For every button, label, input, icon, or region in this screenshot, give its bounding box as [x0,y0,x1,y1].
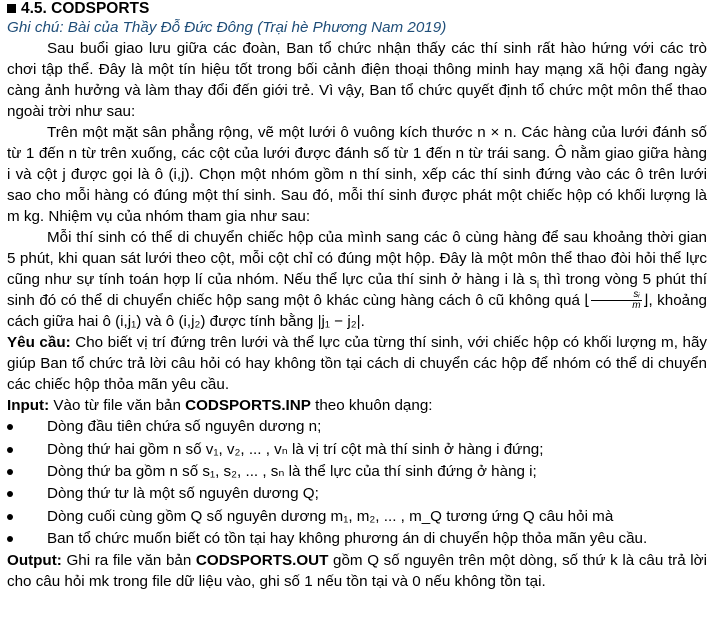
bullet-icon [7,514,13,520]
subscript-i: i [536,280,540,292]
list-item [7,528,707,550]
output-paragraph [7,550,707,592]
intro-paragraph: Sau buổi giao lưu giữa các đoàn, Ban tổ chức nhận thấy các thí sinh rất hào hứng với các trò chơi tập thể. Đây là một tín hiệu tốt trong bối cảnh điện thoại thông minh hay mạng xã hội đang ngày càng ảnh hưởng và làm thay đổi đến giới trẻ. Vì vậy, Ban tổ chức quyết định tổ chức một môn thể thao ngoài trời như sau: [7,40,707,120]
movement-paragraph [7,227,707,332]
floor-open: ⌊ [584,292,591,309]
list-item-text: Dòng cuối cùng gồm Q số nguyên dương m₁, m₂, ... , m_Q tương ứng Q câu hỏi mà [47,507,614,525]
requirement-label: Yêu cầu: [7,334,71,352]
list-item-text: Ban tổ chức muốn biết có tồn tại hay không phương án di chuyển hộp thỏa mãn yêu cầu. [47,529,648,547]
bullet-icon [7,536,13,542]
input-label: Input: [7,397,50,415]
movement-text-1: Mỗi thí sinh có thể di chuyển chiếc hộp của mình sang các ô cùng hàng để sau khoảng thời gian 5 phút, khi quan sát lưới theo cột, mỗi cột chỉ có đúng một hộp. Đây là một môn thể thao đòi hỏi thể lực cũng như sự tính toán hợp lí của nhóm. Nếu thể lực của thí sinh ở hàng i là s [7,229,707,288]
square-bullet-icon [7,4,16,13]
list-item [7,439,707,461]
section-title: 4.5. CODSPORTS [21,0,150,17]
fraction-numerator: sᵢ [591,290,641,301]
grid-paragraph: Trên một mặt sân phẳng rộng, vẽ một lưới ô vuông kích thước n × n. Các hàng của lưới đánh số từ 1 đến n từ trên xuống, các cột của lưới được đánh số từ 1 đến n từ trái sang. Ô nằm giao giữa hàng i và cột j được gọi là ô (i,j). Chọn một nhóm gồm n thí sinh, xếp các thí sinh đứng vào các ô trên lưới sao cho mỗi hàng có đúng một thí sinh. Sau đó, mỗi thí sinh được phát một chiếc hộp có khối lượng là m kg. Nhiệm vụ của nhóm tham gia như sau: [7,124,707,225]
fraction-denominator: m [632,300,641,312]
list-item-text: Dòng đầu tiên chứa số nguyên dương n; [47,418,322,436]
input-text-before: Vào từ file văn bản [49,397,186,415]
list-item [7,416,707,438]
movement-text-2: thì trong vòng 5 phút thí sinh đó có thể di chuyển chiếc hộp sang một ô khác cùng hàng cách ô cũ không quá [7,271,707,309]
bullet-icon [7,447,13,453]
list-item [7,461,707,483]
movement-text-3: , khoảng cách giữa hai ô (i,j₁) và ô (i,j₂) được tính bằng |j₁ − j₂|. [7,292,707,331]
list-item [7,483,707,505]
output-filename: CODSPORTS.OUT [195,552,329,570]
author-note: Ghi chú: Bài của Thầy Đỗ Đức Đông (Trại hè Phương Nam 2019) [7,19,447,36]
bullet-icon [7,469,13,475]
output-label: Output: [7,552,62,570]
list-item-text: Dòng thứ hai gồm n số v₁, v₂, ... , vₙ là vị trí cột mà thí sinh ở hàng i đứng; [47,440,544,458]
list-item [7,506,707,528]
list-item-text: Dòng thứ tư là một số nguyên dương Q; [47,485,319,503]
bullet-icon [7,491,13,497]
requirement-paragraph [7,332,707,395]
input-text-after: theo khuôn dạng: [310,397,433,415]
floor-close: ⌋ [642,292,649,309]
output-text-before: Ghi ra file văn bản [61,552,196,570]
input-heading [7,395,707,416]
input-filename: CODSPORTS.INP [185,397,311,415]
requirement-text: Cho biết vị trí đứng trên lưới và thể lực của từng thí sinh, với chiếc hộp có khối lượng m, hãy giúp Ban tổ chức trả lời câu hỏi có hay không tồn tại cách di chuyển các hộp để nhóm có thể di chuyển các chiếc hộp thỏa mãn yêu cầu. [7,334,707,394]
section-heading [7,0,707,17]
output-text-after: gồm Q số nguyên trên một dòng, số thứ k là câu trả lời cho câu hỏi mk trong file dữ liệu vào, ghi số 1 nếu tồn tại và 0 nếu không tồn tại. [7,552,707,591]
bullet-icon [7,424,13,430]
list-item-text: Dòng thứ ba gồm n số s₁, s₂, ... , sₙ là thể lực của thí sinh đứng ở hàng i; [47,463,537,481]
fraction [591,290,641,311]
input-format-list [7,416,707,550]
